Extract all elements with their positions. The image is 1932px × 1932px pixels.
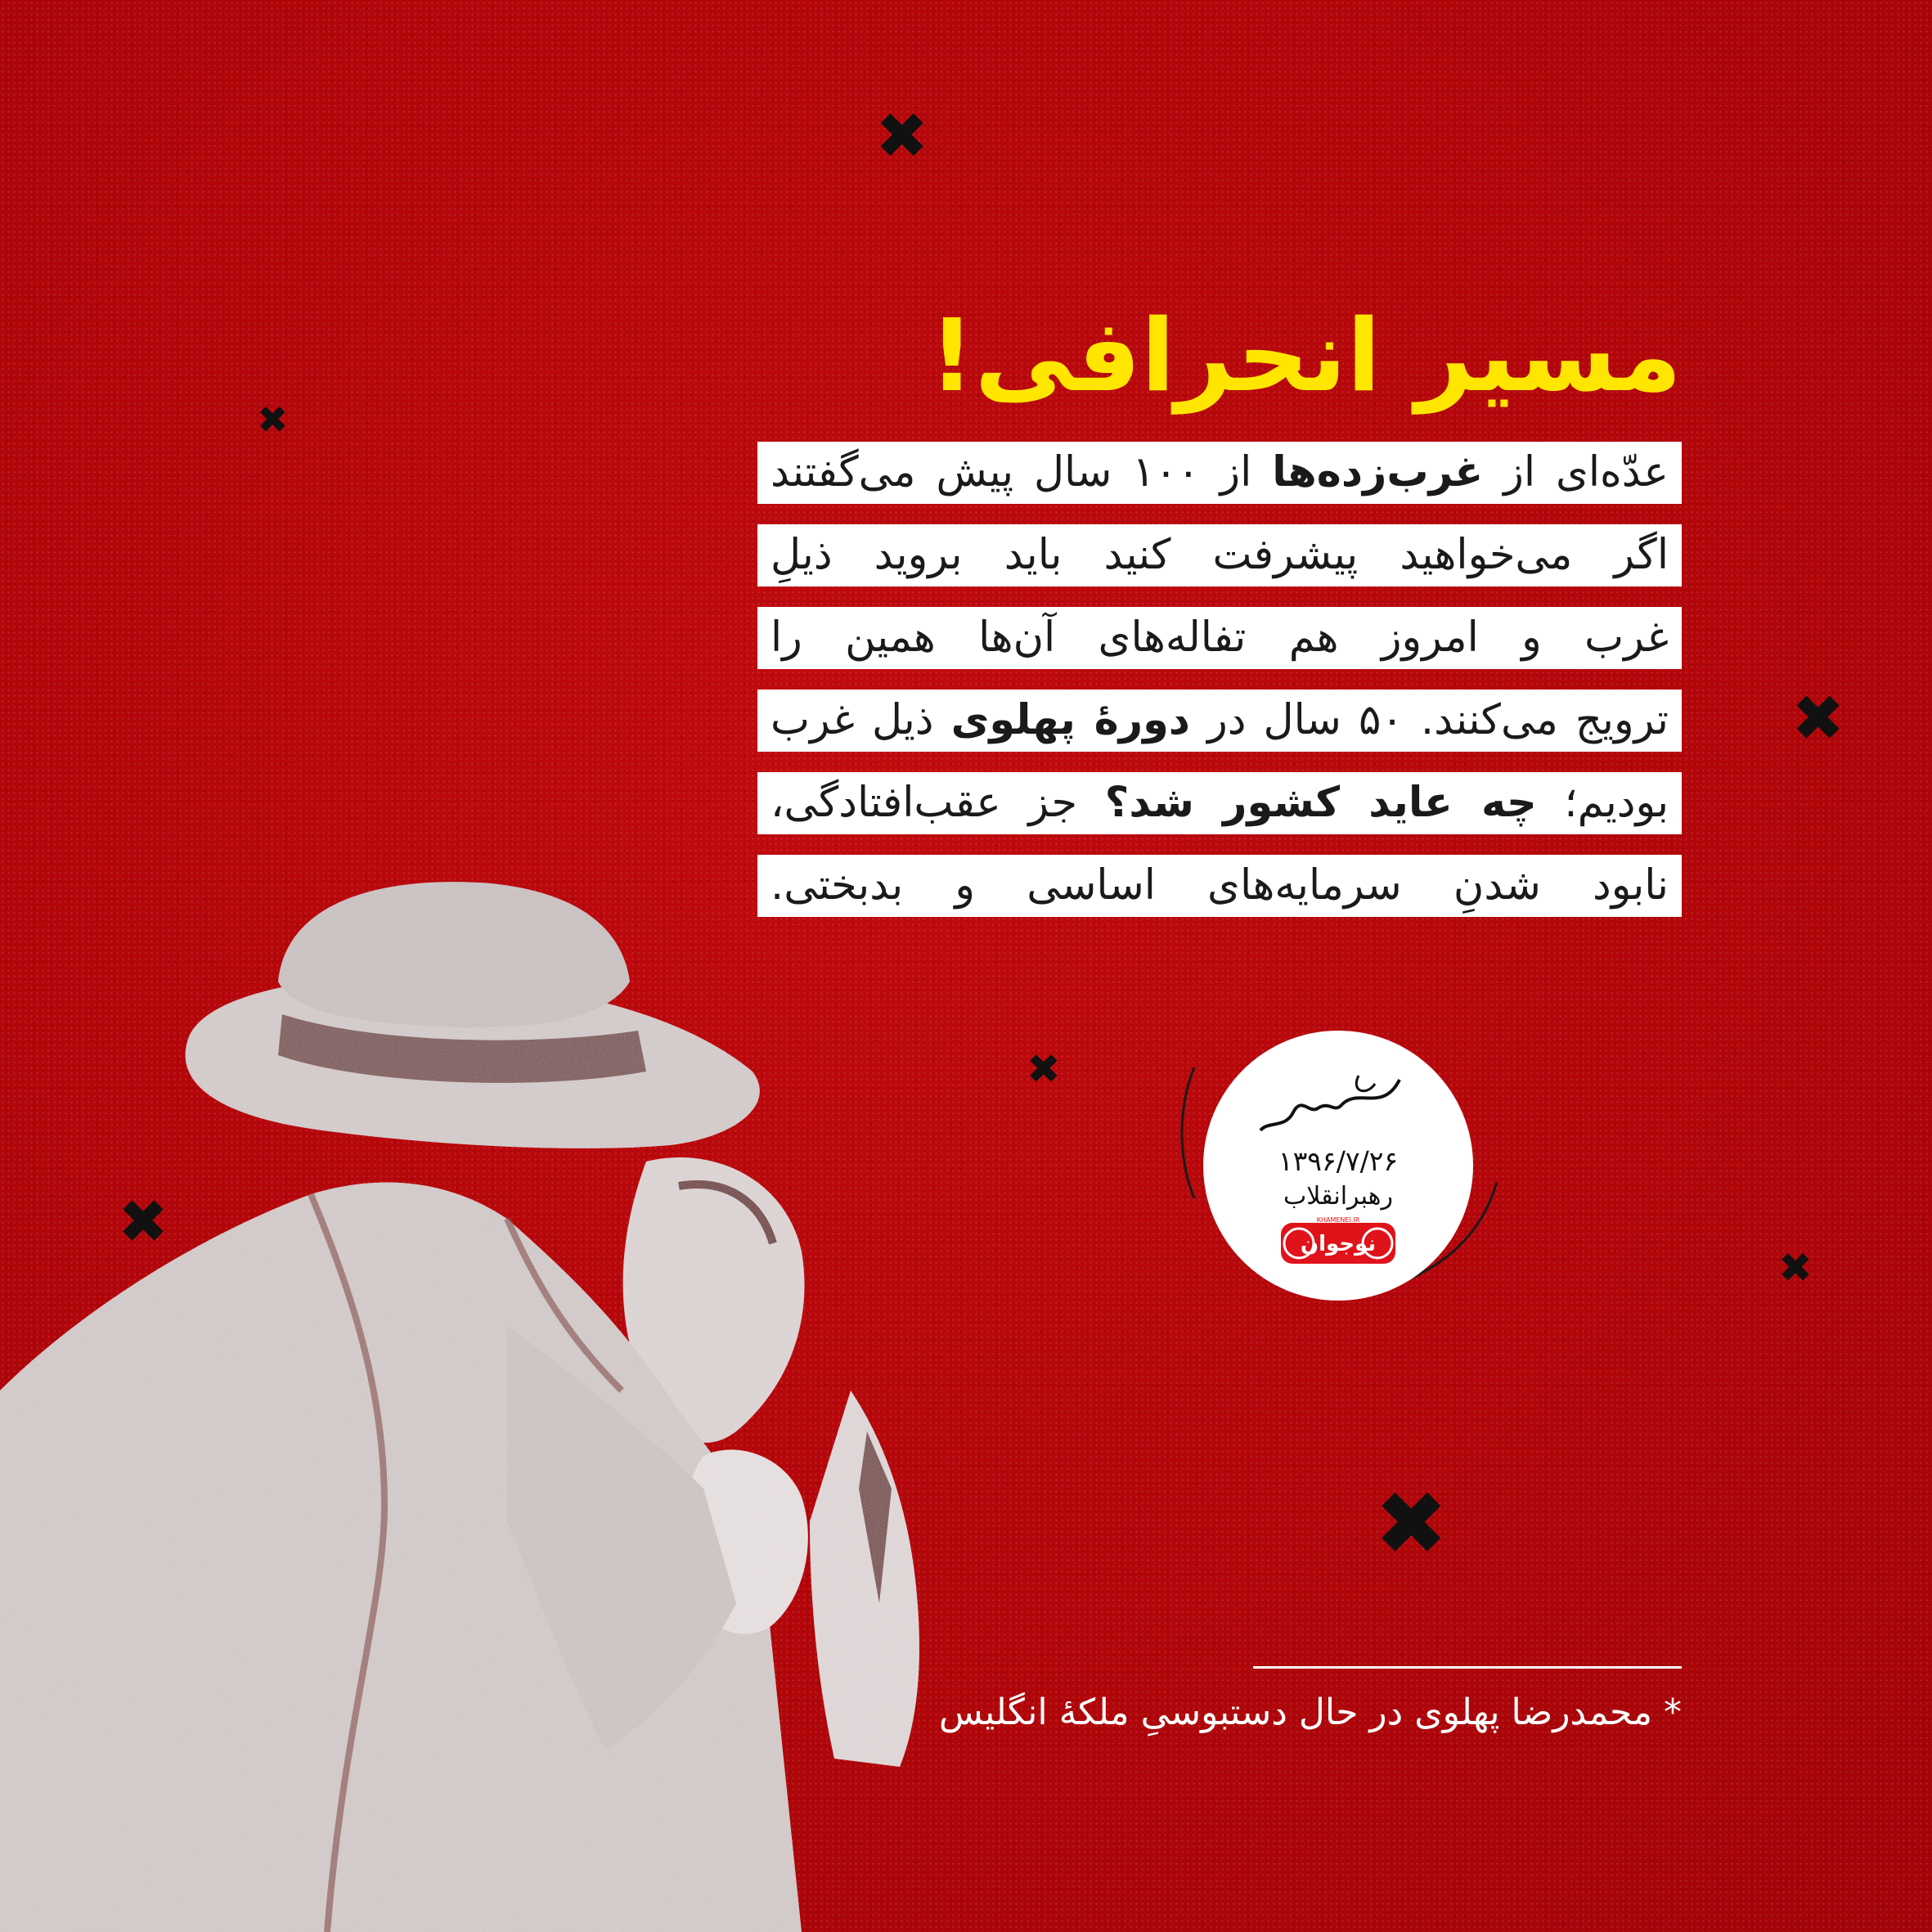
source-badge xyxy=(1203,1031,1473,1301)
quote-text: غرب و امروز هم تفاله‌های آن‌ها همین را xyxy=(771,613,1669,662)
quote-text: بودیم؛ xyxy=(1536,779,1669,827)
quote-emphasis: غرب‌زده‌ها xyxy=(1272,448,1484,496)
quote-text: عدّه‌ای از xyxy=(1483,448,1669,496)
x-mark-icon: ✖ xyxy=(1791,682,1845,756)
quote-text: ذیل غرب xyxy=(771,696,951,744)
photo-man-in-hat-bowing xyxy=(0,867,1063,1932)
quote-line xyxy=(757,524,1682,586)
quote-text: از ۱۰۰ سال پیش می‌گفتند xyxy=(771,448,1273,496)
x-mark-icon: ✖ xyxy=(1374,1473,1449,1575)
quote-text: جز عقب‌افتادگی، xyxy=(771,779,1105,827)
quote-emphasis: دورهٔ پهلوی xyxy=(950,696,1190,744)
page-title: مسیر انحرافی! xyxy=(928,298,1682,414)
caption-divider xyxy=(1253,1666,1682,1669)
signature-icon xyxy=(1236,1063,1424,1137)
quote-line xyxy=(757,772,1682,834)
quote-emphasis: چه عاید کشور شد؟ xyxy=(1104,779,1537,827)
logo-text: نوجوان xyxy=(1300,1232,1377,1256)
x-mark-icon: ✖ xyxy=(257,398,289,442)
quote-line xyxy=(757,855,1682,917)
quote-line xyxy=(757,607,1682,669)
logo-subtext: KHAMENEI.IR xyxy=(1316,1216,1360,1224)
quote-line xyxy=(757,690,1682,752)
badge-date: ۱۳۹۶/۷/۲۶ xyxy=(1278,1145,1399,1177)
x-mark-icon: ✖ xyxy=(1027,1045,1061,1093)
quote-text: اگر می‌خواهید پیشرفت کنید باید بروید ذیلِ xyxy=(771,531,1669,579)
x-mark-icon: ✖ xyxy=(118,1187,169,1257)
nojavan-logo-icon xyxy=(1281,1215,1395,1272)
x-mark-icon: ✖ xyxy=(875,100,929,173)
quote-text: نابود شدنِ سرمایه‌های اساسی و بدبختی. xyxy=(771,861,1669,910)
photo-caption: * محمدرضا پهلوی در حال دستبوسیِ ملکهٔ انگلیس xyxy=(938,1692,1682,1733)
x-mark-icon: ✖ xyxy=(1778,1244,1813,1292)
quote-text: ترویج می‌کنند. ۵۰ سال در xyxy=(1189,696,1669,744)
badge-role: رهبرانقلاب xyxy=(1283,1182,1393,1211)
quote-line xyxy=(757,442,1682,504)
